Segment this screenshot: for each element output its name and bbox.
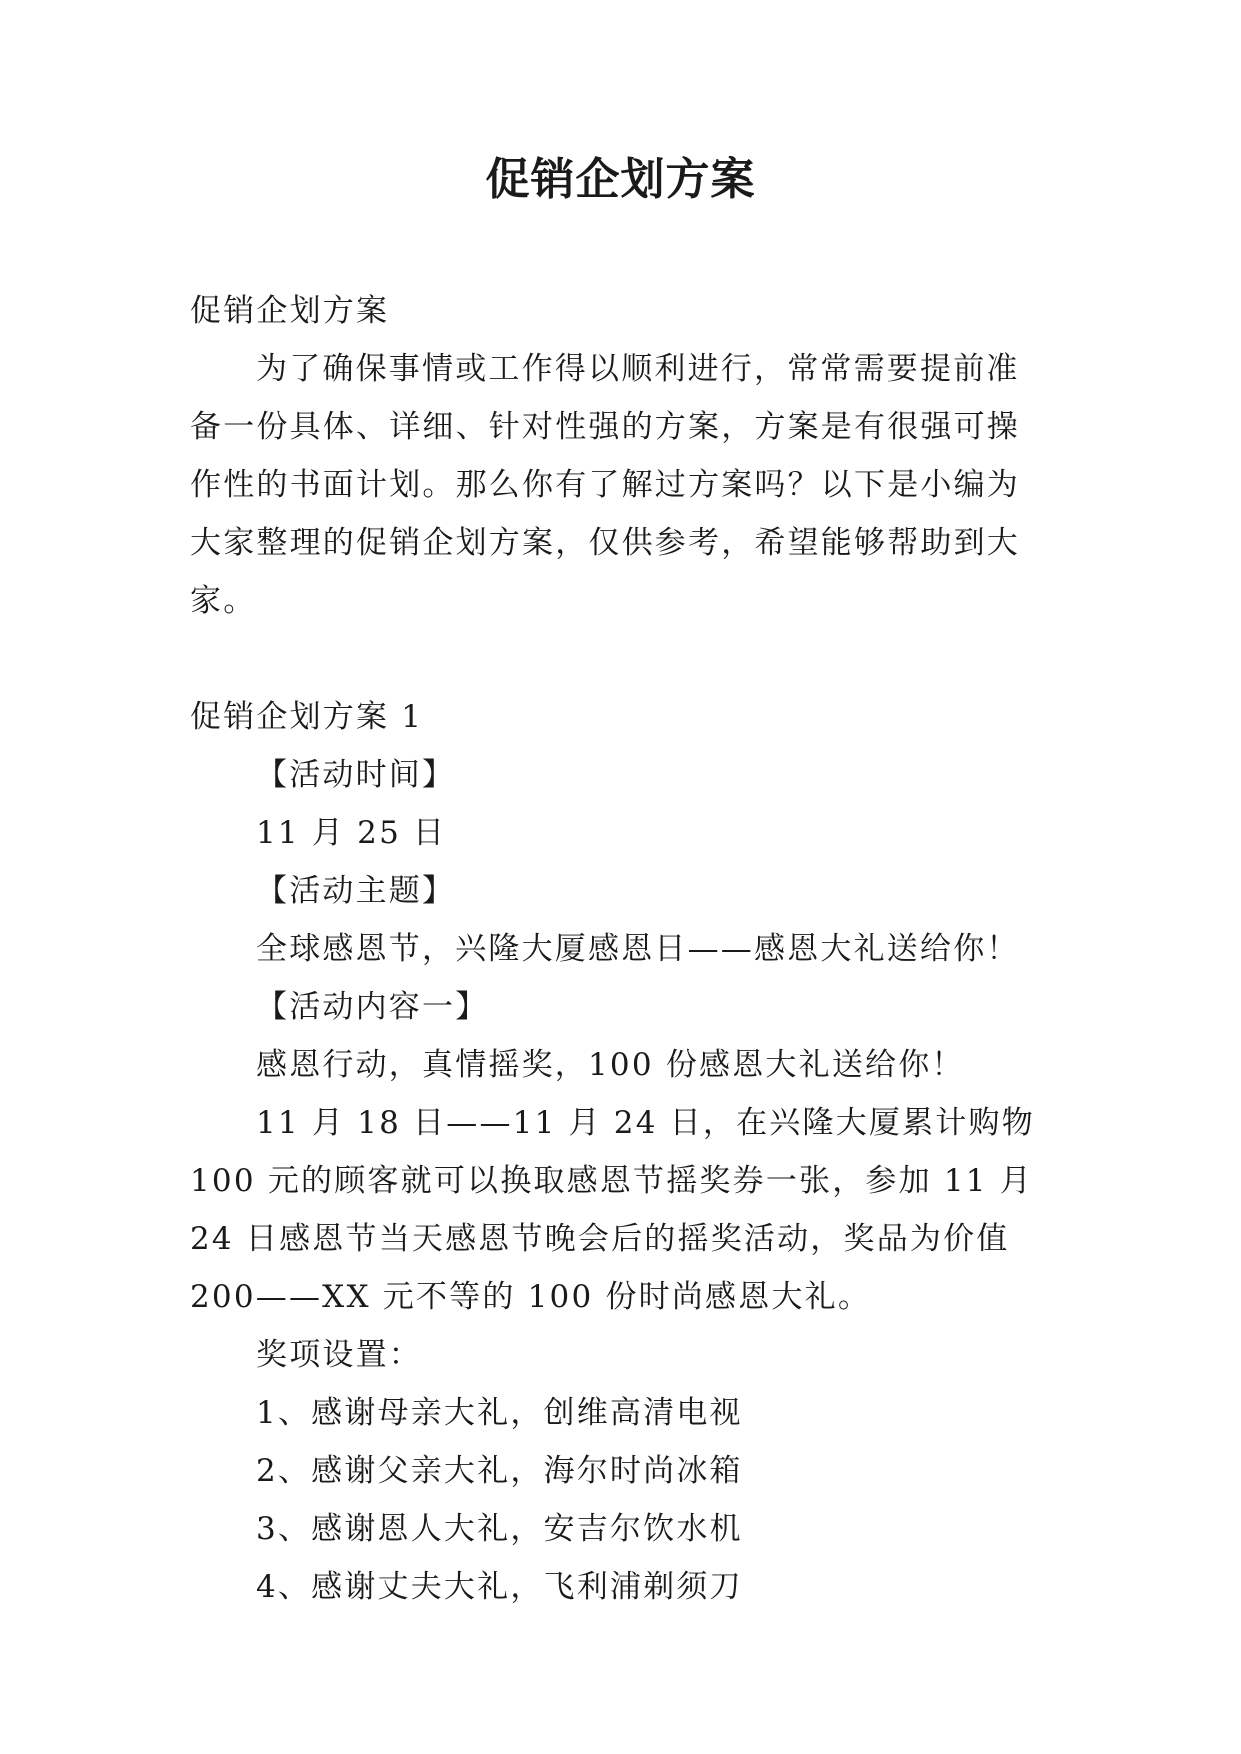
- activity-theme-label: 【活动主题】: [256, 873, 456, 909]
- prize-item: 3、感谢恩人大礼，安吉尔饮水机: [256, 1511, 743, 1547]
- activity-time-value: 11 月 25 日: [256, 815, 447, 851]
- prize-item: 2、感谢父亲大礼，海尔时尚冰箱: [256, 1453, 743, 1489]
- activity-content-title: 感恩行动，真情摇奖，100 份感恩大礼送给你！: [256, 1047, 965, 1083]
- prize-item: 4、感谢丈夫大礼，飞利浦剃须刀: [256, 1569, 743, 1605]
- prizes-label: 奖项设置：: [256, 1337, 422, 1373]
- section-heading: 促销企划方案 1: [190, 699, 424, 735]
- activity-time-label: 【活动时间】: [256, 757, 456, 793]
- prize-item: 1、感谢母亲大礼，创维高清电视: [256, 1395, 743, 1431]
- activity-theme-value: 全球感恩节，兴隆大厦感恩日——感恩大礼送给你！: [256, 931, 1020, 967]
- document-title: 促销企划方案: [485, 154, 756, 205]
- document-subtitle: 促销企划方案: [190, 293, 390, 329]
- document-body: [190, 282, 1052, 1616]
- activity-content-detail: 11 月 18 日——11 月 24 日，在兴隆大厦累计购物 100 元的顾客就可以换取感恩节摇奖券一张，参加 11 月 24 日感恩节当天感恩节晚会后的摇奖活动，奖品为价值 200——XX 元不等的 100 份时尚感恩大礼。: [190, 1105, 1035, 1315]
- activity-content-label: 【活动内容一】: [256, 989, 489, 1025]
- intro-paragraph: 为了确保事情或工作得以顺利进行，常常需要提前准备一份具体、详细、针对性强的方案，方案是有很强可操作性的书面计划。那么你有了解过方案吗？以下是小编为大家整理的促销企划方案，仅供参考，希望能够帮助到大家。: [190, 351, 1020, 619]
- paragraph-spacer: [190, 630, 1052, 688]
